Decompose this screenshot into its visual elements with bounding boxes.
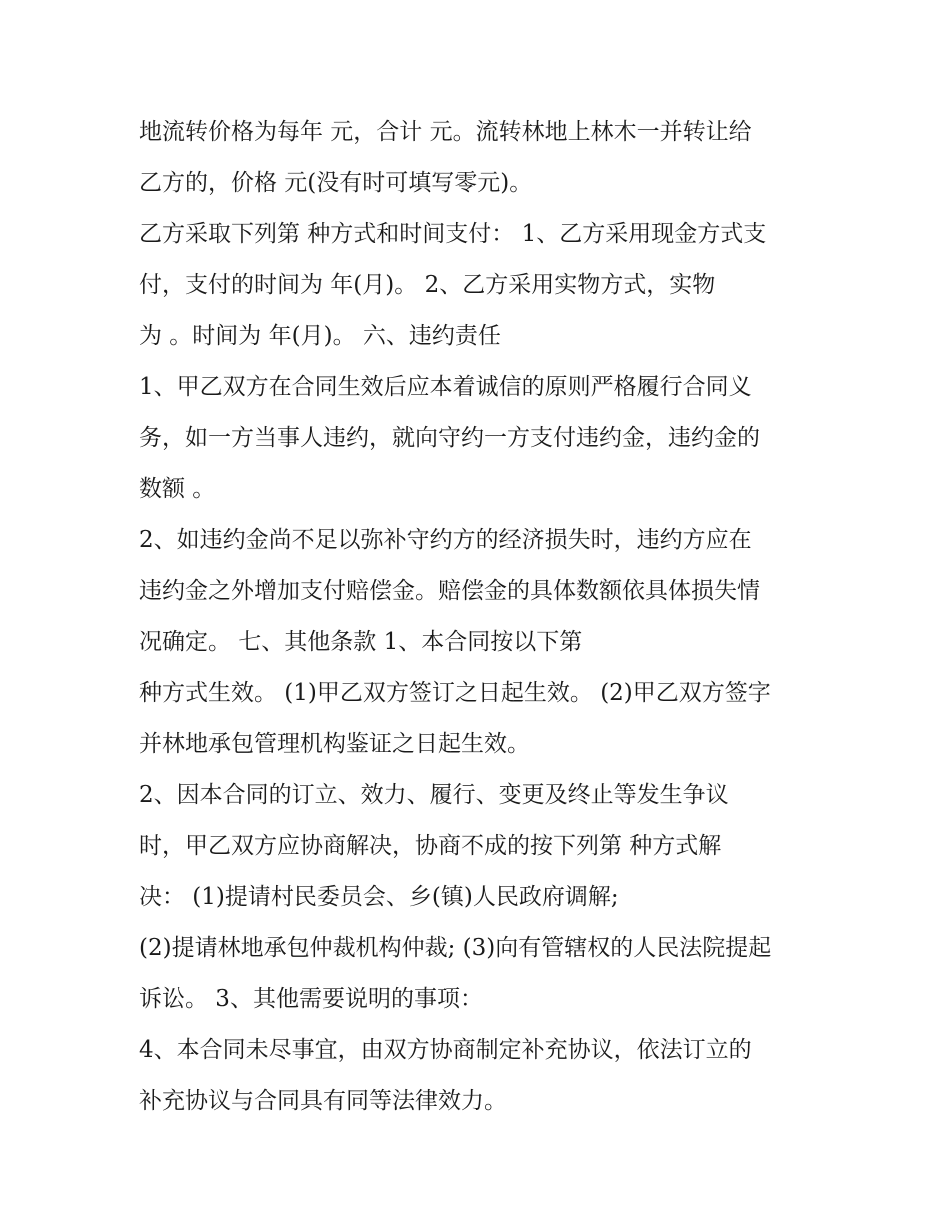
text-line: (2)提请林地承包仲裁机构仲裁; (3)向有管辖权的人民法院提起	[139, 935, 772, 961]
text-line: 违约金之外增加支付赔偿金。赔偿金的具体数额依具体损失情	[139, 578, 760, 604]
text-line: 乙方采取下列第 种方式和时间支付： 1、乙方采用现金方式支	[139, 221, 767, 247]
text-line: 数额 。	[139, 476, 216, 502]
text-line: 务，如一方当事人违约，就向守约一方支付违约金，违约金的	[139, 425, 760, 451]
text-line: 为 。时间为 年(月)。 六、违约责任	[139, 323, 501, 349]
text-line: 乙方的，价格 元(没有时可填写零元)。	[139, 170, 533, 196]
text-line: 补充协议与合同具有同等法律效力。	[139, 1088, 507, 1114]
text-line: 2、因本合同的订立、效力、履行、变更及终止等发生争议	[139, 782, 729, 808]
text-line: 地流转价格为每年 元，合计 元。流转林地上林木一并转让给	[139, 119, 752, 145]
text-line: 1、甲乙双方在合同生效后应本着诚信的原则严格履行合同义	[139, 374, 752, 400]
text-line: 况确定。 七、其他条款 1、本合同按以下第	[139, 629, 583, 655]
text-line: 时，甲乙双方应协商解决，协商不成的按下列第 种方式解	[139, 833, 722, 859]
text-line: 并林地承包管理机构鉴证之日起生效。	[139, 731, 530, 757]
text-line: 2、如违约金尚不足以弥补守约方的经济损失时，违约方应在	[139, 527, 752, 553]
text-line: 诉讼。 3、其他需要说明的事项：	[139, 986, 483, 1012]
text-line: 4、本合同未尽事宜，由双方协商制定补充协议，依法订立的	[139, 1037, 752, 1063]
text-line: 决： (1)提请村民委员会、乡(镇)人民政府调解;	[139, 884, 619, 910]
text-line: 付，支付的时间为 年(月)。 2、乙方采用实物方式，实物	[139, 272, 716, 298]
text-line: 种方式生效。 (1)甲乙双方签订之日起生效。 (2)甲乙双方签字	[139, 680, 771, 706]
document-body	[139, 107, 829, 1127]
